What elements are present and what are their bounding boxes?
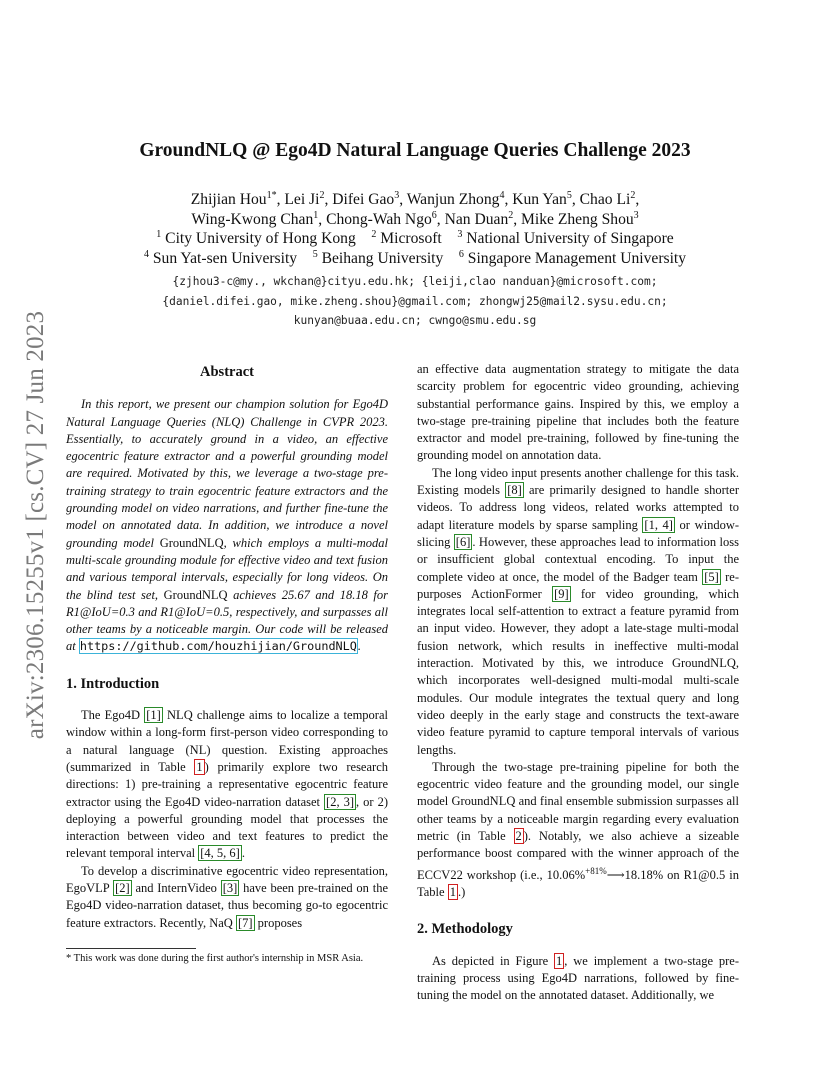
author-sup: 3 [394,189,400,201]
affiliation-num: 3 [457,228,463,240]
author-sup: 3 [633,209,639,221]
author-block [90,190,740,268]
text-fragment: ). Notably, we also achieve a sizeable performance boost compared with the winner approach of the ECCV22 workshop (i.e., 10.06% [417,829,739,882]
paper-title: GroundNLQ @ Ego4D Natural Language Queries Challenge 2023 [139,140,691,161]
affiliation-name: City University of Hong Kong [165,230,356,247]
affiliation-name: National University of Singapore [466,230,674,247]
text-fragment: or window-slicing [417,517,740,549]
author-name: Mike Zheng Shou [521,210,634,228]
text-fragment: To develop a discriminative egocentric video representation, EgoVLP [66,863,388,896]
right-paragraph-3 [417,759,739,902]
abstract-fragment: . [357,639,361,654]
improvement-arrow-label: +81% [585,865,607,876]
author-name: Difei Gao [332,191,395,208]
code-url-link[interactable]: https://github.com/houzhijian/GroundNLQ [79,639,357,654]
author-sup: 2 [508,209,514,221]
text-fragment: for video grounding, which integrates local self-attention to extract a feature pyramid from an input video. However, they adopt a late-stage multi-modal fusion network, which results in ineffective multi-modal interaction. Motivated by this, we introduce GroundNLQ, which incorporates well-designed multi-modal multi-scale modules. Our module integrates the textual query and long video deeply in the early stage and constructs the text-aware video feature pyramid to capture temporal intervals of various lengths. [417,586,740,757]
citation-link[interactable]: [9] [554,586,569,601]
author-line-1: Zhijian Hou$^{1*}$, Lei Ji$^2$, Difei Gao$^3$, Wanjun Zhong$^4$, Kun Yan$^5$, Chao Li$^2$, [190,189,640,208]
affiliation-name: Singapore Management University [467,249,687,267]
author-line-2: Wing-Kwong Chan$^1$, Chong-Wah Ngo$^6$, Nan Duan$^2$, Mike Zheng Shou$^3$ [191,209,639,228]
intro-paragraph-2 [66,863,388,932]
author-name: Nan Duan [444,210,509,228]
text-fragment: . [241,846,245,861]
affiliation-num: 4 [143,248,149,260]
abstract-text [66,396,388,655]
citation-link[interactable]: [5] [704,569,719,584]
email-line: {zjhou3-c@my., wkchan@}cityu.edu.hk; {leiji,clao nanduan}@microsoft.com; [172,275,658,288]
arxiv-stamp [14,290,58,760]
author-sup: 6 [431,209,437,221]
methodology-paragraph [417,953,739,1005]
right-arrow-icon: ⟶ [606,867,625,882]
author-sup: 1 [313,209,319,221]
citation-link[interactable]: [3] [222,881,238,896]
left-column [66,364,388,932]
text-fragment: re-purposes ActionFormer [417,569,739,601]
email-line: {daniel.difei.gao, mike.zheng.shou}@gmail.com; zhongwj25@mail2.sysu.edu.cn; [162,294,668,308]
text-fragment: As depicted in Figure [432,953,555,968]
abstract-fragment: achieves 25.67 and 18.18 for R1@IoU=0.3 and R1@IoU=0.5, respectively, and surpasses all other teams by a noticeable margin. Our code will be released at [66,587,388,654]
citation-link[interactable]: [6] [455,534,471,549]
text-fragment: proposes [254,915,303,930]
text-fragment: , we implement a two-stage pre-training process using Ego4D narrations, followed by fine-tuning the model on the annotated dataset. Additionally, we [417,953,739,1003]
abstract-fragment: , which employs a multi-modal multi-scale grounding module for effective video and text fusion and various temporal intervals, especially for long videos. On the blind test set, [66,535,388,602]
figure-ref-link[interactable]: 1 [556,953,563,968]
text-fragment: NLQ challenge aims to localize a temporal window within a long-form first-person video corresponding to a natural language (NL) question. Existing approaches (summarized in Table [66,708,388,774]
footnote-divider [66,948,196,949]
citation-link[interactable]: [7] [237,915,253,930]
author-sup: 1* [266,189,277,201]
author-sup: 5 [566,189,572,201]
text-fragment: , or 2) deploying a powerful grounding model that processes the interaction between video and text features to predict the relevant temporal interval [66,794,388,861]
intro-heading: 1. Introduction [66,675,160,692]
text-fragment: Through the two-stage pre-training pipeline for both the egocentric video feature and the grounding model, our single model GroundNLQ and final ensemble submission surpasses all other teams by a noticeable margin regarding every evaluation metric (in Table [417,759,739,844]
text-fragment: are primarily designed to handle shorter videos. To address long videos, related works attempted to adapt literature models by sparse sampling [417,483,739,532]
affiliation-line-1 [90,229,740,249]
model-name: GroundNLQ [159,535,224,550]
affiliation-name: Sun Yat-sen University [152,249,298,267]
author-name: Wanjun Zhong [406,191,500,208]
footnote: * This work was done during the first author's internship in MSR Asia. [66,953,364,964]
email-line: kunyan@buaa.edu.cn; cwngo@smu.edu.sg [293,314,537,327]
abstract-heading: Abstract [200,364,254,380]
email-block [90,272,740,331]
affiliation-num: 5 [312,248,318,260]
affiliation-num: 2 [371,228,377,240]
table-ref-link[interactable]: 2 [515,829,522,844]
text-fragment: ) primarily explore two research directions: 1) pre-training a representative egocentric feature extractor using the Ego4D video-narration dataset [66,759,388,809]
author-name: Zhijian Hou [190,191,267,208]
arxiv-stamp-text: arXiv:2306.15255v1 [cs.CV] 27 Jun 2023 [22,310,49,740]
table-ref-link[interactable]: 1 [449,885,456,900]
affiliation-num: 6 [458,248,464,260]
citation-link[interactable]: [8] [507,483,522,498]
author-sup: 2 [630,189,636,201]
model-name: GroundNLQ [163,587,228,602]
citation-link[interactable]: [2] [115,881,130,896]
author-name: Chong-Wah Ngo [326,210,432,228]
citation-link[interactable]: [4, 5, 6] [200,846,240,861]
author-sup: 4 [499,189,505,201]
methodology-heading: 2. Methodology [417,921,513,938]
text-fragment: 18.18% on R1@0.5 in Table [417,867,739,900]
text-fragment: The Ego4D [81,708,145,723]
author-name: Chao Li [579,191,631,208]
right-paragraph-2 [417,465,739,759]
citation-link[interactable]: [1] [146,708,161,723]
author-sup: 2 [319,189,325,201]
affiliation-line-2 [90,249,740,269]
right-paragraph-1: an effective data augmentation strategy to mitigate the data scarcity problem for egocentric video grounding, achieving substantial performance gains. Inspired by this, we employ a two-stage pre-training pipeline that includes both the feature extractor and model pre-training, followed by fine-tuning the grounding model on annotation data. [417,362,739,463]
author-name: Kun Yan [512,191,567,208]
citation-link[interactable]: [2, 3] [326,794,355,809]
right-column [417,361,739,1005]
text-fragment: and InternVideo [131,881,221,896]
author-name: Lei Ji [284,191,320,208]
abstract-fragment: In this report, we present our champion solution for Ego4D Natural Language Queries (NLQ) Challenge in CVPR 2023. Essentially, to accurately ground in a video, an effective egocentric feature extractor and a powerful grounding model are required. Motivated by this, we leverage a two-stage pre-training strategy to train egocentric feature extractors and the grounding model on video narrations, and further fine-tune the model on annotated data. In addition, we introduce a novel grounding model [66,397,388,550]
table-ref-link[interactable]: 1 [196,759,203,774]
affiliation-name: Microsoft [380,230,442,247]
citation-link[interactable]: [1, 4] [644,517,673,532]
text-fragment: . However, these approaches lead to information loss or insufficient global contextual encoding. To input the complete video at once, the model of the Badger team [417,534,739,584]
affiliation-num: 1 [156,228,162,240]
text-fragment: The long video input presents another challenge for this task. Existing models [417,465,739,498]
author-name: Wing-Kwong Chan [191,210,314,228]
affiliation-name: Beihang University [321,249,444,267]
text-fragment: have been pre-trained on the Ego4D video-narration dataset, thus becoming go-to egocentric feature extractors. Recently, NaQ [66,881,388,930]
text-fragment: .) [457,885,466,900]
intro-paragraph-1 [66,707,388,863]
